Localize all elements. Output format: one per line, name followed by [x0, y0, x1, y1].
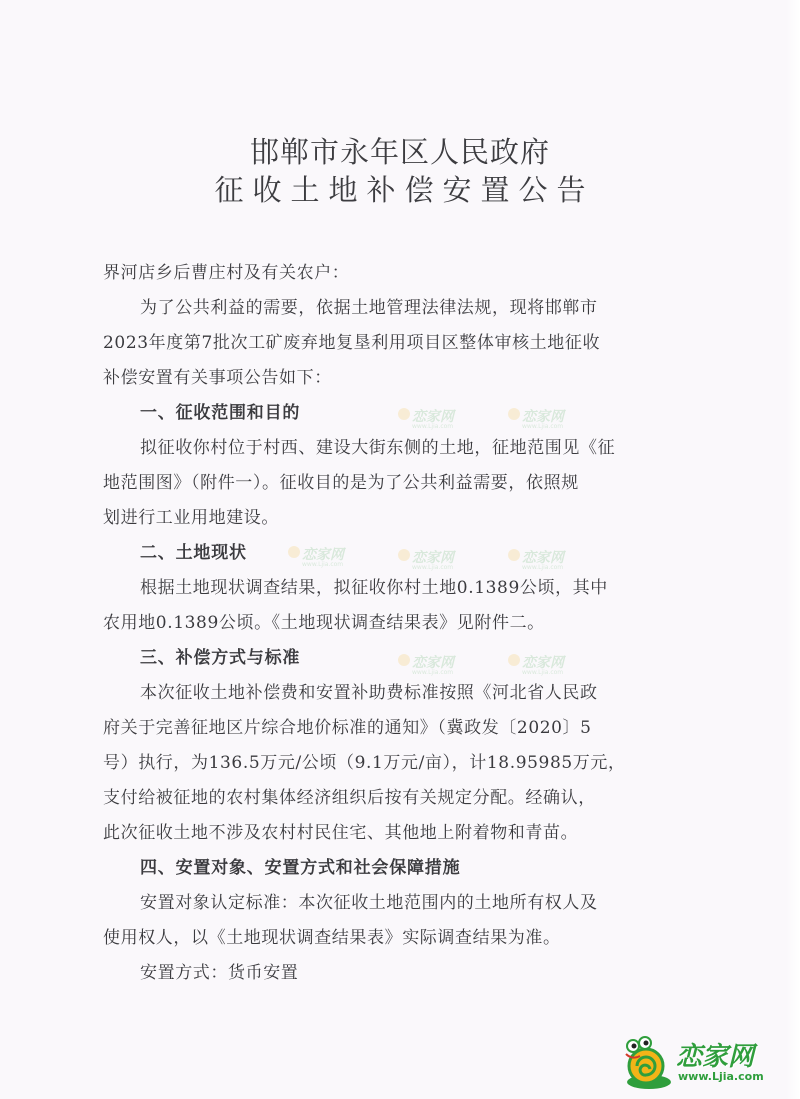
section-heading: 二、土地现状 — [140, 543, 247, 563]
section-line: 地范围图》（附件一）。征收目的是为了公共利益需要，依照规 — [103, 473, 579, 493]
salutation: 界河店乡后曹庄村及有关农户： — [103, 263, 350, 283]
section-line: 支付给被征地的农村集体经济组织后按有关规定分配。经确认， — [103, 788, 596, 808]
logo-url-text: www.Ljia.com — [678, 1070, 764, 1083]
section-line: 农用地0.1389公顷。《土地现状调查结果表》见附件二。 — [103, 613, 545, 633]
intro-line: 2023年度第7批次工矿废弃地复垦利用项目区整体审核土地征收 — [103, 333, 601, 353]
section-line: 安置方式：货币安置 — [140, 963, 299, 983]
section-line: 府关于完善征地区片综合地价标准的通知》（冀政发〔2020〕5 — [103, 718, 592, 738]
intro-line: 为了公共利益的需要，依据土地管理法律法规，现将邯郸市 — [140, 298, 598, 318]
document-title-issuer: 邯郸市永年区人民政府 — [249, 135, 550, 169]
section-line: 拟征收你村位于村西、建设大街东侧的土地，征地范围见《征 — [140, 438, 616, 458]
scan-edge — [786, 0, 800, 1099]
section-heading: 四、安置对象、安置方式和社会保障措施 — [140, 858, 461, 878]
watermark: 恋家网 www.Ljia.com — [508, 404, 564, 434]
watermark: 恋家网 www.Ljia.com — [508, 650, 564, 680]
section-line: 划进行工业用地建设。 — [103, 508, 279, 528]
intro-line: 补偿安置有关事项公告如下： — [103, 368, 332, 388]
watermark: 恋家网 www.Ljia.com — [398, 404, 454, 434]
section-line: 号）执行，为136.5万元/公顷（9.1万元/亩），计18.95985万元， — [103, 753, 626, 773]
snail-mascot-icon — [616, 1032, 678, 1092]
section-line: 此次征收土地不涉及农村村民住宅、其他地上附着物和青苗。 — [103, 823, 579, 843]
section-heading: 一、征收范围和目的 — [140, 403, 301, 423]
watermark: 恋家网 www.Ljia.com — [398, 545, 454, 575]
watermark: 恋家网 www.Ljia.com — [508, 545, 564, 575]
logo-brand-text: 恋家网 — [676, 1042, 755, 1072]
watermark: 恋家网 www.Ljia.com — [398, 650, 454, 680]
section-heading: 三、补偿方式与标准 — [140, 648, 301, 668]
section-line: 根据土地现状调查结果，拟征收你村土地0.1389公顷，其中 — [140, 578, 608, 598]
section-line: 使用权人，以《土地现状调查结果表》实际调查结果为准。 — [103, 928, 561, 948]
document-title-subject: 征收土地补偿安置公告 — [214, 173, 595, 207]
section-line: 安置对象认定标准：本次征收土地范围内的土地所有权人及 — [140, 893, 598, 913]
site-logo — [616, 1032, 786, 1092]
section-line: 本次征收土地补偿费和安置补助费标准按照《河北省人民政 — [140, 683, 598, 703]
watermark: 恋家网 www.Ljia.com — [288, 542, 344, 572]
